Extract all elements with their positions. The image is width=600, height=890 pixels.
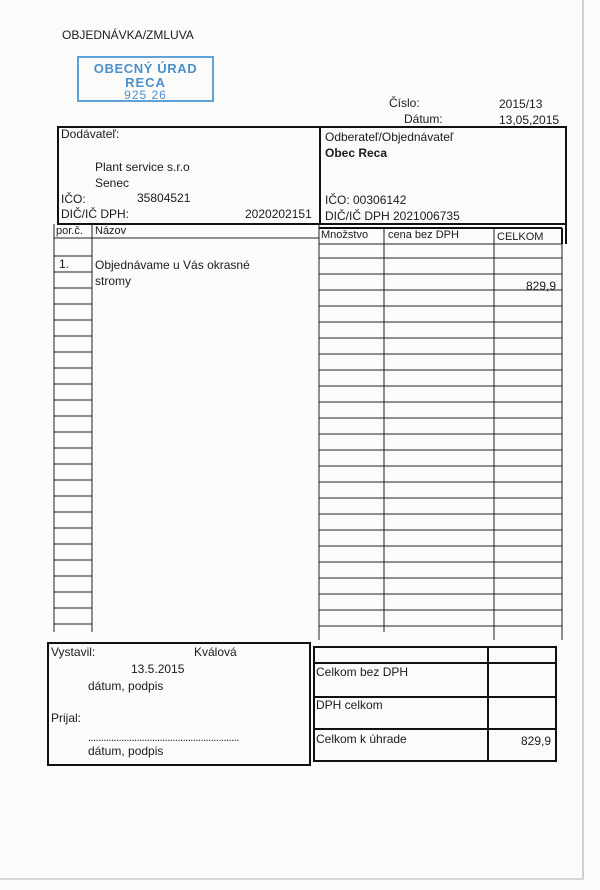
header-por: por.č. xyxy=(56,225,83,237)
customer-dic: DIČ/IČ DPH 2021006735 xyxy=(325,209,460,223)
customer-name: Obec Reca xyxy=(325,146,388,160)
totals-left xyxy=(313,646,315,762)
footer-box-right xyxy=(309,642,311,766)
customer-heading: Odberateľ/Objednávateľ xyxy=(325,130,454,144)
header-nazov: Názov xyxy=(95,225,127,237)
stamp-line-2: RECA xyxy=(125,75,166,90)
footer-box-top xyxy=(47,642,310,644)
header-celkom: CELKOM xyxy=(497,231,544,243)
header-mnozstvo: Množstvo xyxy=(321,229,369,241)
cislo-value: 2015/13 xyxy=(499,97,543,111)
datum-value: 13,05,2015 xyxy=(499,113,560,127)
totals-top xyxy=(313,646,556,648)
totals-line-3 xyxy=(313,728,556,730)
document-title: OBJEDNÁVKA/ZMLUVA xyxy=(62,28,194,42)
total-k-uhrade-value: 829,9 xyxy=(521,734,552,748)
signature-dots: ........................................................... xyxy=(88,732,239,744)
prijal-label: Prijal: xyxy=(51,711,82,725)
supplier-dic-label: DIČ/IČ DPH: xyxy=(61,207,130,221)
row-1-nazov-line1: Objednávame u Vás okrasné xyxy=(95,258,250,272)
vystavil-name: Kválová xyxy=(194,645,237,659)
row-1-celkom: 829,9 xyxy=(526,279,557,293)
datum-podpis-2: dátum, podpis xyxy=(88,744,164,758)
total-bez-dph-label: Celkom bez DPH xyxy=(316,665,409,679)
datum-label: Dátum: xyxy=(404,112,443,126)
supplier-heading: Dodávateľ: xyxy=(61,127,120,141)
supplier-ico-value: 35804521 xyxy=(137,191,191,205)
stamp-line-3: 925 26 xyxy=(124,88,167,102)
supplier-ico-label: IČO: xyxy=(61,192,86,206)
totals-right xyxy=(555,646,557,762)
supplier-dic-value: 2020202151 xyxy=(245,207,312,221)
footer-box-left xyxy=(47,642,49,766)
supplier-city: Senec xyxy=(95,176,130,190)
totals-divider xyxy=(487,646,489,762)
datum-podpis-1: dátum, podpis xyxy=(88,679,164,693)
row-1-por: 1. xyxy=(59,257,70,271)
vystavil-date: 13.5.2015 xyxy=(131,662,185,676)
header-cena: cena bez DPH xyxy=(388,229,459,241)
stamp-line-1: OBECNÝ ÚRAD xyxy=(93,61,198,76)
total-k-uhrade-label: Celkom k úhrade xyxy=(316,732,407,746)
customer-ico: IČO: 00306142 xyxy=(325,193,407,207)
vystavil-label: Vystavil: xyxy=(51,645,96,659)
footer-box-bottom xyxy=(47,764,311,766)
totals-bottom xyxy=(313,760,556,762)
total-dph-label: DPH celkom xyxy=(316,698,383,712)
totals-line-1 xyxy=(313,662,556,664)
supplier-name: Plant service s.r.o xyxy=(95,160,190,174)
cislo-label: Číslo: xyxy=(389,96,420,110)
row-1-nazov-line2: stromy xyxy=(95,274,131,288)
